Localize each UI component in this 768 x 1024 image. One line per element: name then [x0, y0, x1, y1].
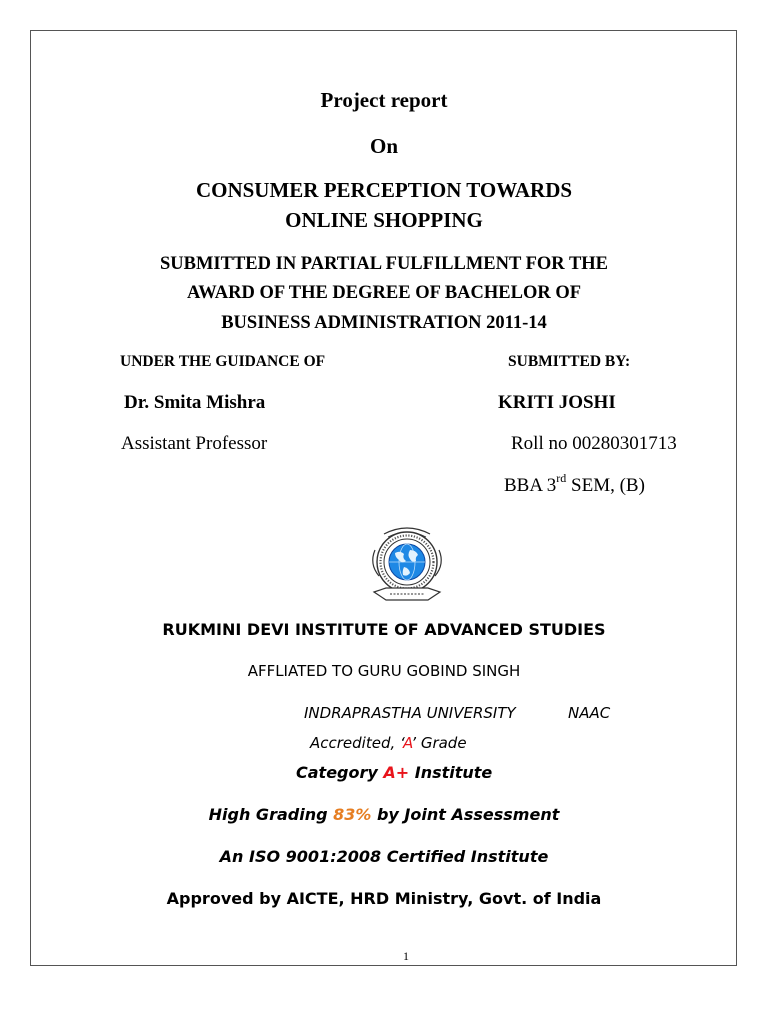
- page-border: [30, 30, 737, 966]
- grading-value: 83%: [333, 805, 372, 824]
- grading-suffix: by Joint Assessment: [371, 805, 560, 824]
- category-line: [296, 763, 492, 782]
- category-prefix: Category: [296, 763, 384, 782]
- class-suffix: SEM, (B): [566, 475, 645, 496]
- university-name: INDRAPRASTHA UNIVERSITY: [304, 704, 516, 722]
- grading-prefix: High Grading: [208, 805, 334, 824]
- institute-name: RUKMINI DEVI INSTITUTE OF ADVANCED STUDIES: [162, 620, 606, 639]
- category-suffix: Institute: [409, 763, 493, 782]
- approval-line: Approved by AICTE, HRD Ministry, Govt. of India: [166, 889, 602, 908]
- accredited-suffix: ’ Grade: [411, 734, 467, 752]
- topic-line-1: CONSUMER PERCEPTION TOWARDS: [195, 178, 573, 202]
- category-grade: A+: [383, 763, 410, 782]
- class-ordinal: rd: [556, 470, 567, 485]
- submission-line-3: BUSINESS ADMINISTRATION 2011-14: [221, 313, 547, 333]
- accreditation-line: [310, 734, 467, 752]
- topic-line-2: ONLINE SHOPPING: [285, 208, 483, 232]
- student-name: KRITI JOSHI: [498, 392, 616, 413]
- student-class: [504, 470, 645, 497]
- affiliation-line: AFFLIATED TO GURU GOBIND SINGH: [247, 662, 521, 680]
- submission-line-1: SUBMITTED IN PARTIAL FULFILLMENT FOR THE: [159, 254, 609, 274]
- report-title: Project report: [320, 88, 448, 112]
- page-number: 1: [403, 949, 409, 963]
- student-roll: Roll no 00280301713: [511, 433, 677, 454]
- submitted-by-heading: SUBMITTED BY:: [508, 353, 631, 370]
- globe-emblem-icon: [364, 520, 450, 610]
- institute-logo: [364, 520, 450, 610]
- naac-label: NAAC: [568, 704, 611, 722]
- accredited-prefix: Accredited, ‘: [310, 734, 403, 752]
- iso-line: An ISO 9001:2008 Certified Institute: [219, 847, 549, 866]
- grading-line: [0, 805, 768, 824]
- guidance-heading: UNDER THE GUIDANCE OF: [120, 353, 326, 370]
- accredited-grade: A: [403, 734, 412, 752]
- class-prefix: BBA 3: [504, 475, 557, 496]
- submission-line-2: AWARD OF THE DEGREE OF BACHELOR OF: [186, 283, 582, 303]
- guide-name: Dr. Smita Mishra: [124, 392, 266, 413]
- guide-designation: Assistant Professor: [121, 433, 268, 454]
- report-on: On: [369, 134, 398, 158]
